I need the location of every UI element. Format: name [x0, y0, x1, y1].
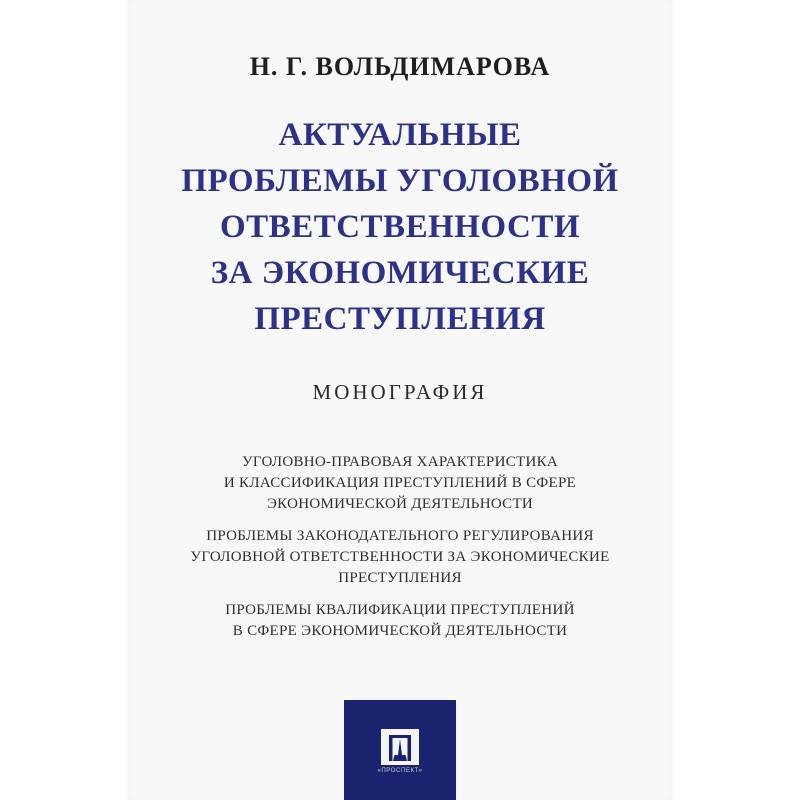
- publisher-name: «ПРОСПЕКТ»: [377, 768, 423, 774]
- topic-line: И КЛАССИФИКАЦИЯ ПРЕСТУПЛЕНИЙ В СФЕРЕ: [223, 475, 577, 491]
- topic-line: ПРЕСТУПЛЕНИЯ: [338, 570, 462, 586]
- topic-item: [170, 600, 630, 642]
- topic-line: УГОЛОВНО-ПРАВОВАЯ ХАРАКТЕРИСТИКА: [241, 454, 559, 470]
- topic-line: УГОЛОВНОЙ ОТВЕТСТВЕННОСТИ ЗА ЭКОНОМИЧЕСКИЕ: [190, 549, 610, 565]
- author-name: Н. Г. ВОЛЬДИМАРОВА: [249, 52, 551, 81]
- topics-list: [127, 452, 673, 653]
- title-line: ПРЕСТУПЛЕНИЯ: [254, 301, 546, 337]
- topic-line: В СФЕРЕ ЭКОНОМИЧЕСКОЙ ДЕЯТЕЛЬНОСТИ: [232, 623, 568, 639]
- title-line: ПРОБЛЕМЫ УГОЛОВНОЙ: [181, 163, 619, 199]
- prospekt-emblem-icon: [381, 729, 419, 765]
- title-line: ОТВЕТСТВЕННОСТИ: [220, 209, 580, 245]
- book-cover: [127, 0, 673, 800]
- title-line: АКТУАЛЬНЫЕ: [278, 117, 522, 153]
- topic-item: [170, 526, 630, 589]
- topic-line: ПРОБЛЕМЫ ЗАКОНОДАТЕЛЬНОГО РЕГУЛИРОВАНИЯ: [206, 528, 594, 544]
- topic-line: ЭКОНОМИЧЕСКОЙ ДЕЯТЕЛЬНОСТИ: [266, 496, 534, 512]
- subtitle-monograph: МОНОГРАФИЯ: [312, 380, 488, 404]
- title-line: ЗА ЭКОНОМИЧЕСКИЕ: [210, 255, 590, 291]
- topic-line: ПРОБЛЕМЫ КВАЛИФИКАЦИИ ПРЕСТУПЛЕНИЙ: [225, 602, 575, 618]
- topic-item: [170, 452, 630, 515]
- publisher-logo: [344, 700, 456, 800]
- book-title: [127, 112, 673, 342]
